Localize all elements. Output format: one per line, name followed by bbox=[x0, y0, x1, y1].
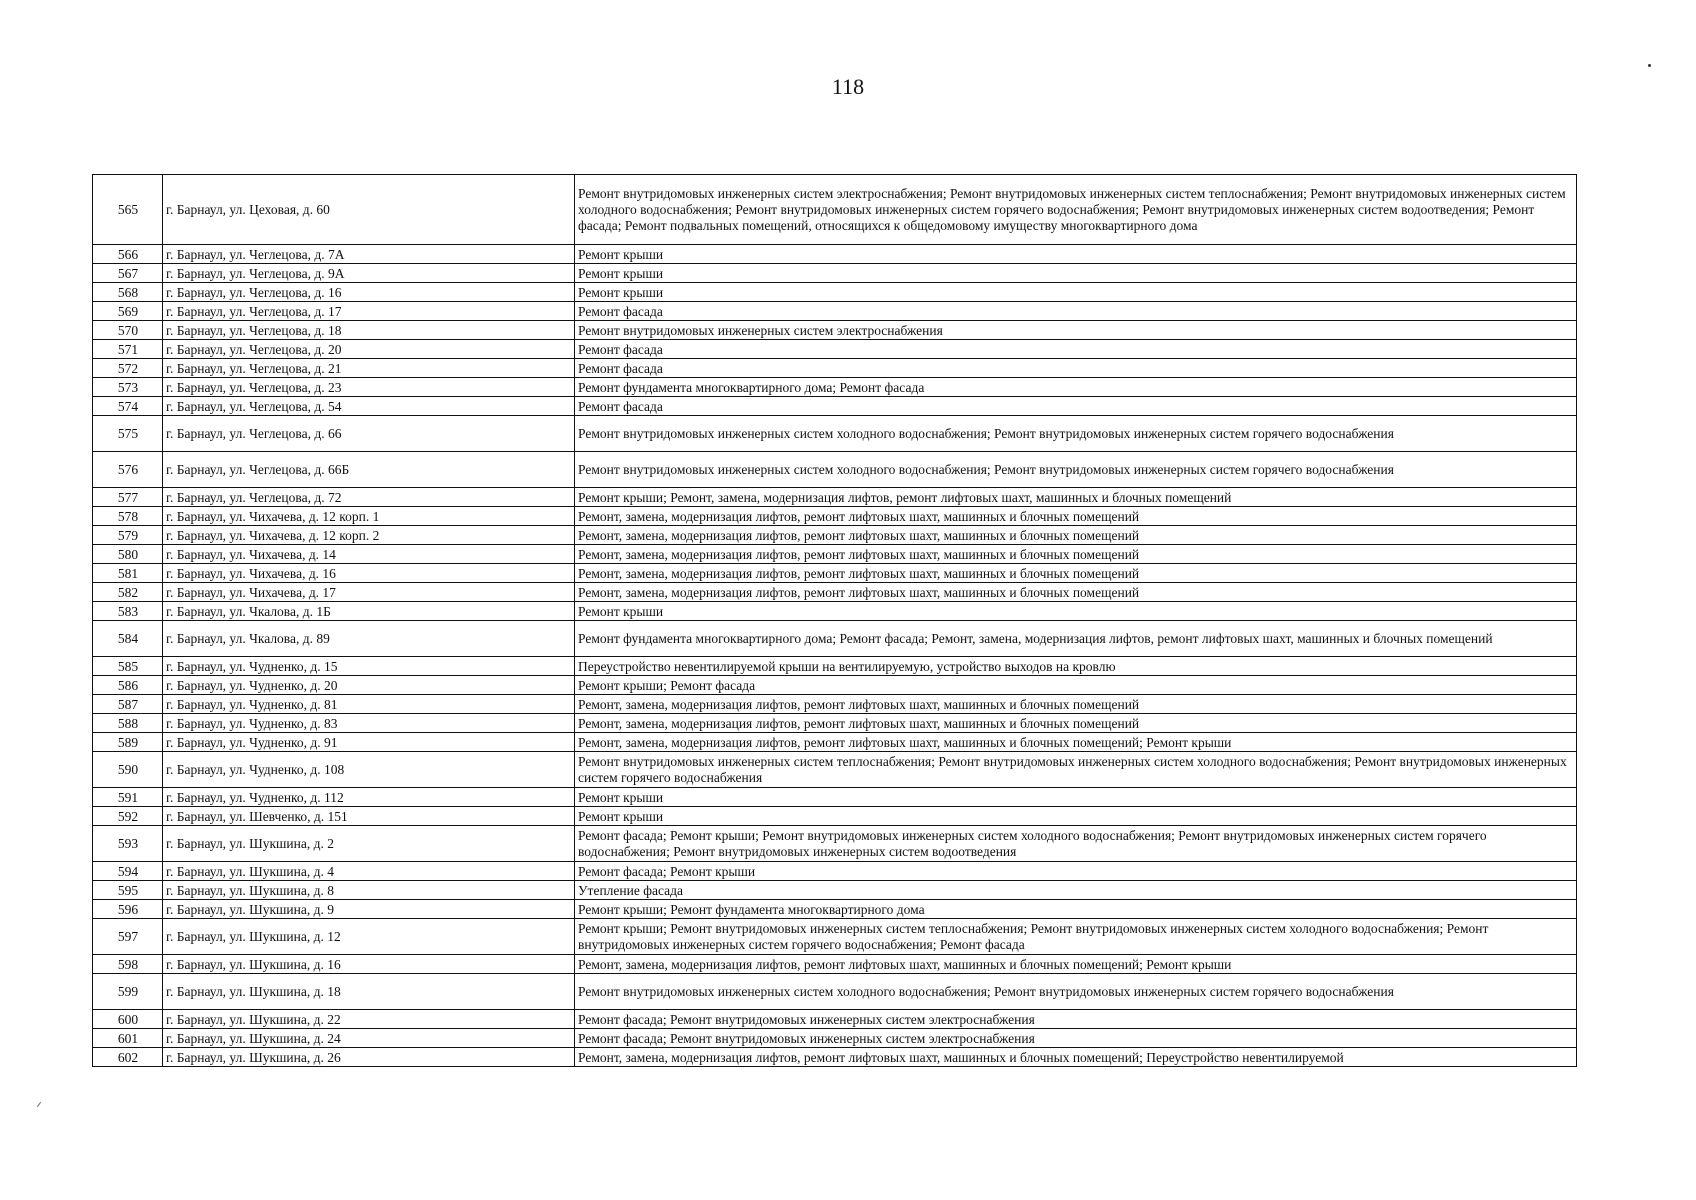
row-number: 602 bbox=[93, 1048, 163, 1067]
row-address: г. Барнаул, ул. Чудненко, д. 20 bbox=[163, 676, 575, 695]
table-row bbox=[93, 1010, 1577, 1029]
row-address: г. Барнаул, ул. Чеглецова, д. 18 bbox=[163, 321, 575, 340]
table-row bbox=[93, 245, 1577, 264]
table-row bbox=[93, 264, 1577, 283]
table-row bbox=[93, 955, 1577, 974]
table-row bbox=[93, 416, 1577, 452]
row-works: Ремонт крыши; Ремонт фундамента многоквартирного дома bbox=[575, 900, 1577, 919]
row-works: Ремонт крыши bbox=[575, 602, 1577, 621]
row-address: г. Барнаул, ул. Чеглецова, д. 54 bbox=[163, 397, 575, 416]
row-works: Ремонт фасада bbox=[575, 359, 1577, 378]
row-number: 598 bbox=[93, 955, 163, 974]
row-number: 580 bbox=[93, 545, 163, 564]
works-table bbox=[92, 174, 1577, 1067]
row-address: г. Барнаул, ул. Шукшина, д. 9 bbox=[163, 900, 575, 919]
row-number: 599 bbox=[93, 974, 163, 1010]
row-number: 601 bbox=[93, 1029, 163, 1048]
row-works: Ремонт внутридомовых инженерных систем холодного водоснабжения; Ремонт внутридомовых инженерных систем горячего водоснабжения bbox=[575, 452, 1577, 488]
row-number: 565 bbox=[93, 175, 163, 245]
row-works: Ремонт крыши bbox=[575, 283, 1577, 302]
table-row bbox=[93, 881, 1577, 900]
row-works: Утепление фасада bbox=[575, 881, 1577, 900]
row-address: г. Барнаул, ул. Чеглецова, д. 16 bbox=[163, 283, 575, 302]
table-row bbox=[93, 526, 1577, 545]
row-address: г. Барнаул, ул. Чеглецова, д. 17 bbox=[163, 302, 575, 321]
table-row bbox=[93, 175, 1577, 245]
row-address: г. Барнаул, ул. Чеглецова, д. 9А bbox=[163, 264, 575, 283]
row-works: Ремонт фундамента многоквартирного дома; Ремонт фасада; Ремонт, замена, модернизация лифтов, ремонт лифтовых шахт, машинных и блочных помещений bbox=[575, 621, 1577, 657]
table-row bbox=[93, 862, 1577, 881]
row-address: г. Барнаул, ул. Чеглецова, д. 20 bbox=[163, 340, 575, 359]
row-address: г. Барнаул, ул. Чеглецова, д. 21 bbox=[163, 359, 575, 378]
table-row bbox=[93, 974, 1577, 1010]
table-row bbox=[93, 507, 1577, 526]
row-number: 575 bbox=[93, 416, 163, 452]
row-address: г. Барнаул, ул. Шукшина, д. 8 bbox=[163, 881, 575, 900]
row-address: г. Барнаул, ул. Шукшина, д. 18 bbox=[163, 974, 575, 1010]
row-address: г. Барнаул, ул. Шукшина, д. 16 bbox=[163, 955, 575, 974]
row-address: г. Барнаул, ул. Шукшина, д. 24 bbox=[163, 1029, 575, 1048]
row-works: Ремонт крыши bbox=[575, 245, 1577, 264]
row-works: Ремонт крыши; Ремонт фасада bbox=[575, 676, 1577, 695]
row-works: Ремонт внутридомовых инженерных систем холодного водоснабжения; Ремонт внутридомовых инженерных систем горячего водоснабжения bbox=[575, 974, 1577, 1010]
table-row bbox=[93, 359, 1577, 378]
row-number: 600 bbox=[93, 1010, 163, 1029]
row-works: Ремонт крыши bbox=[575, 788, 1577, 807]
row-address: г. Барнаул, ул. Чеглецова, д. 23 bbox=[163, 378, 575, 397]
row-number: 574 bbox=[93, 397, 163, 416]
row-works: Ремонт, замена, модернизация лифтов, ремонт лифтовых шахт, машинных и блочных помещений bbox=[575, 695, 1577, 714]
table-row bbox=[93, 788, 1577, 807]
scan-dot-mark bbox=[1648, 64, 1651, 67]
table-row bbox=[93, 452, 1577, 488]
table-row bbox=[93, 488, 1577, 507]
table-row bbox=[93, 1048, 1577, 1067]
row-address: г. Барнаул, ул. Чудненко, д. 91 bbox=[163, 733, 575, 752]
table-row bbox=[93, 752, 1577, 788]
table-row bbox=[93, 545, 1577, 564]
row-address: г. Барнаул, ул. Чкалова, д. 1Б bbox=[163, 602, 575, 621]
row-address: г. Барнаул, ул. Чихачева, д. 12 корп. 2 bbox=[163, 526, 575, 545]
row-number: 579 bbox=[93, 526, 163, 545]
row-works: Ремонт внутридомовых инженерных систем холодного водоснабжения; Ремонт внутридомовых инженерных систем горячего водоснабжения bbox=[575, 416, 1577, 452]
row-address: г. Барнаул, ул. Шевченко, д. 151 bbox=[163, 807, 575, 826]
row-number: 589 bbox=[93, 733, 163, 752]
table-row bbox=[93, 378, 1577, 397]
table-row bbox=[93, 283, 1577, 302]
table-row bbox=[93, 657, 1577, 676]
row-address: г. Барнаул, ул. Чихачева, д. 16 bbox=[163, 564, 575, 583]
row-works: Ремонт фасада; Ремонт крыши bbox=[575, 862, 1577, 881]
row-works: Ремонт, замена, модернизация лифтов, ремонт лифтовых шахт, машинных и блочных помещений bbox=[575, 507, 1577, 526]
table-row bbox=[93, 733, 1577, 752]
row-address: г. Барнаул, ул. Чихачева, д. 17 bbox=[163, 583, 575, 602]
row-works: Ремонт фасада bbox=[575, 302, 1577, 321]
row-works: Ремонт внутридомовых инженерных систем теплоснабжения; Ремонт внутридомовых инженерных систем холодного водоснабжения; Ремонт внутридомовых инженерных систем горячего водоснабжения bbox=[575, 752, 1577, 788]
row-works: Ремонт, замена, модернизация лифтов, ремонт лифтовых шахт, машинных и блочных помещений; Ремонт крыши bbox=[575, 733, 1577, 752]
table-row bbox=[93, 397, 1577, 416]
table-row bbox=[93, 676, 1577, 695]
table-row bbox=[93, 826, 1577, 862]
row-works: Ремонт, замена, модернизация лифтов, ремонт лифтовых шахт, машинных и блочных помещений bbox=[575, 583, 1577, 602]
row-works: Ремонт внутридомовых инженерных систем электроснабжения bbox=[575, 321, 1577, 340]
row-address: г. Барнаул, ул. Чихачева, д. 14 bbox=[163, 545, 575, 564]
row-number: 591 bbox=[93, 788, 163, 807]
row-address: г. Барнаул, ул. Шукшина, д. 26 bbox=[163, 1048, 575, 1067]
row-works: Переустройство невентилируемой крыши на вентилируемую, устройство выходов на кровлю bbox=[575, 657, 1577, 676]
table-row bbox=[93, 1029, 1577, 1048]
row-address: г. Барнаул, ул. Шукшина, д. 2 bbox=[163, 826, 575, 862]
row-address: г. Барнаул, ул. Чудненко, д. 81 bbox=[163, 695, 575, 714]
row-works: Ремонт, замена, модернизация лифтов, ремонт лифтовых шахт, машинных и блочных помещений bbox=[575, 545, 1577, 564]
row-works: Ремонт крыши bbox=[575, 807, 1577, 826]
row-number: 572 bbox=[93, 359, 163, 378]
row-works: Ремонт, замена, модернизация лифтов, ремонт лифтовых шахт, машинных и блочных помещений; Переустройство невентилируемой bbox=[575, 1048, 1577, 1067]
table-row bbox=[93, 919, 1577, 955]
row-works: Ремонт, замена, модернизация лифтов, ремонт лифтовых шахт, машинных и блочных помещений bbox=[575, 526, 1577, 545]
row-works: Ремонт крыши; Ремонт, замена, модернизация лифтов, ремонт лифтовых шахт, машинных и блочных помещений bbox=[575, 488, 1577, 507]
row-number: 573 bbox=[93, 378, 163, 397]
row-works: Ремонт крыши; Ремонт внутридомовых инженерных систем теплоснабжения; Ремонт внутридомовых инженерных систем холодного водоснабжения; Ремонт внутридомовых инженерных систем горячего водоснабжения; Ремонт фасада bbox=[575, 919, 1577, 955]
row-works: Ремонт, замена, модернизация лифтов, ремонт лифтовых шахт, машинных и блочных помещений bbox=[575, 714, 1577, 733]
table-row bbox=[93, 321, 1577, 340]
row-number: 576 bbox=[93, 452, 163, 488]
row-number: 593 bbox=[93, 826, 163, 862]
row-address: г. Барнаул, ул. Чеглецова, д. 72 bbox=[163, 488, 575, 507]
row-works: Ремонт фасада bbox=[575, 340, 1577, 359]
row-number: 585 bbox=[93, 657, 163, 676]
row-number: 568 bbox=[93, 283, 163, 302]
row-works: Ремонт фасада; Ремонт внутридомовых инженерных систем электроснабжения bbox=[575, 1010, 1577, 1029]
row-number: 590 bbox=[93, 752, 163, 788]
row-number: 584 bbox=[93, 621, 163, 657]
page-number: 118 bbox=[831, 74, 865, 99]
row-number: 578 bbox=[93, 507, 163, 526]
scan-tick-mark bbox=[37, 1102, 41, 1107]
table-row bbox=[93, 583, 1577, 602]
row-number: 592 bbox=[93, 807, 163, 826]
row-address: г. Барнаул, ул. Шукшина, д. 4 bbox=[163, 862, 575, 881]
table-row bbox=[93, 302, 1577, 321]
table-row bbox=[93, 564, 1577, 583]
row-address: г. Барнаул, ул. Чудненко, д. 108 bbox=[163, 752, 575, 788]
table-row bbox=[93, 807, 1577, 826]
row-address: г. Барнаул, ул. Чеглецова, д. 7А bbox=[163, 245, 575, 264]
row-works: Ремонт фасада bbox=[575, 397, 1577, 416]
row-number: 570 bbox=[93, 321, 163, 340]
row-number: 597 bbox=[93, 919, 163, 955]
row-address: г. Барнаул, ул. Чудненко, д. 112 bbox=[163, 788, 575, 807]
table-row bbox=[93, 714, 1577, 733]
row-number: 567 bbox=[93, 264, 163, 283]
row-number: 595 bbox=[93, 881, 163, 900]
row-number: 569 bbox=[93, 302, 163, 321]
row-works: Ремонт крыши bbox=[575, 264, 1577, 283]
row-works: Ремонт фасада; Ремонт крыши; Ремонт внутридомовых инженерных систем холодного водоснабжения; Ремонт внутридомовых инженерных систем горячего водоснабжения; Ремонт внутридомовых инженерных систем водоотведения bbox=[575, 826, 1577, 862]
row-number: 581 bbox=[93, 564, 163, 583]
row-address: г. Барнаул, ул. Чеглецова, д. 66Б bbox=[163, 452, 575, 488]
table-row bbox=[93, 621, 1577, 657]
row-address: г. Барнаул, ул. Цеховая, д. 60 bbox=[163, 175, 575, 245]
row-works: Ремонт, замена, модернизация лифтов, ремонт лифтовых шахт, машинных и блочных помещений; Ремонт крыши bbox=[575, 955, 1577, 974]
row-works: Ремонт внутридомовых инженерных систем электроснабжения; Ремонт внутридомовых инженерных систем теплоснабжения; Ремонт внутридомовых инженерных систем холодного водоснабжения; Ремонт внутридомовых инженерных систем горячего водоснабжения; Ремонт внутридомовых инженерных систем водоотведения; Ремонт фасада; Ремонт подвальных помещений, относящихся к общедомовому имуществу многоквартирного дома bbox=[575, 175, 1577, 245]
row-number: 587 bbox=[93, 695, 163, 714]
row-number: 588 bbox=[93, 714, 163, 733]
row-address: г. Барнаул, ул. Шукшина, д. 22 bbox=[163, 1010, 575, 1029]
table-row bbox=[93, 340, 1577, 359]
row-number: 566 bbox=[93, 245, 163, 264]
row-number: 596 bbox=[93, 900, 163, 919]
row-address: г. Барнаул, ул. Чкалова, д. 89 bbox=[163, 621, 575, 657]
row-address: г. Барнаул, ул. Чудненко, д. 83 bbox=[163, 714, 575, 733]
table-row bbox=[93, 695, 1577, 714]
row-address: г. Барнаул, ул. Чеглецова, д. 66 bbox=[163, 416, 575, 452]
row-number: 571 bbox=[93, 340, 163, 359]
row-address: г. Барнаул, ул. Шукшина, д. 12 bbox=[163, 919, 575, 955]
row-works: Ремонт фундамента многоквартирного дома; Ремонт фасада bbox=[575, 378, 1577, 397]
works-table-body bbox=[93, 175, 1577, 1067]
row-number: 594 bbox=[93, 862, 163, 881]
table-row bbox=[93, 602, 1577, 621]
row-works: Ремонт фасада; Ремонт внутридомовых инженерных систем электроснабжения bbox=[575, 1029, 1577, 1048]
row-number: 577 bbox=[93, 488, 163, 507]
table-row bbox=[93, 900, 1577, 919]
row-number: 582 bbox=[93, 583, 163, 602]
row-address: г. Барнаул, ул. Чихачева, д. 12 корп. 1 bbox=[163, 507, 575, 526]
row-number: 586 bbox=[93, 676, 163, 695]
row-number: 583 bbox=[93, 602, 163, 621]
row-works: Ремонт, замена, модернизация лифтов, ремонт лифтовых шахт, машинных и блочных помещений bbox=[575, 564, 1577, 583]
row-address: г. Барнаул, ул. Чудненко, д. 15 bbox=[163, 657, 575, 676]
